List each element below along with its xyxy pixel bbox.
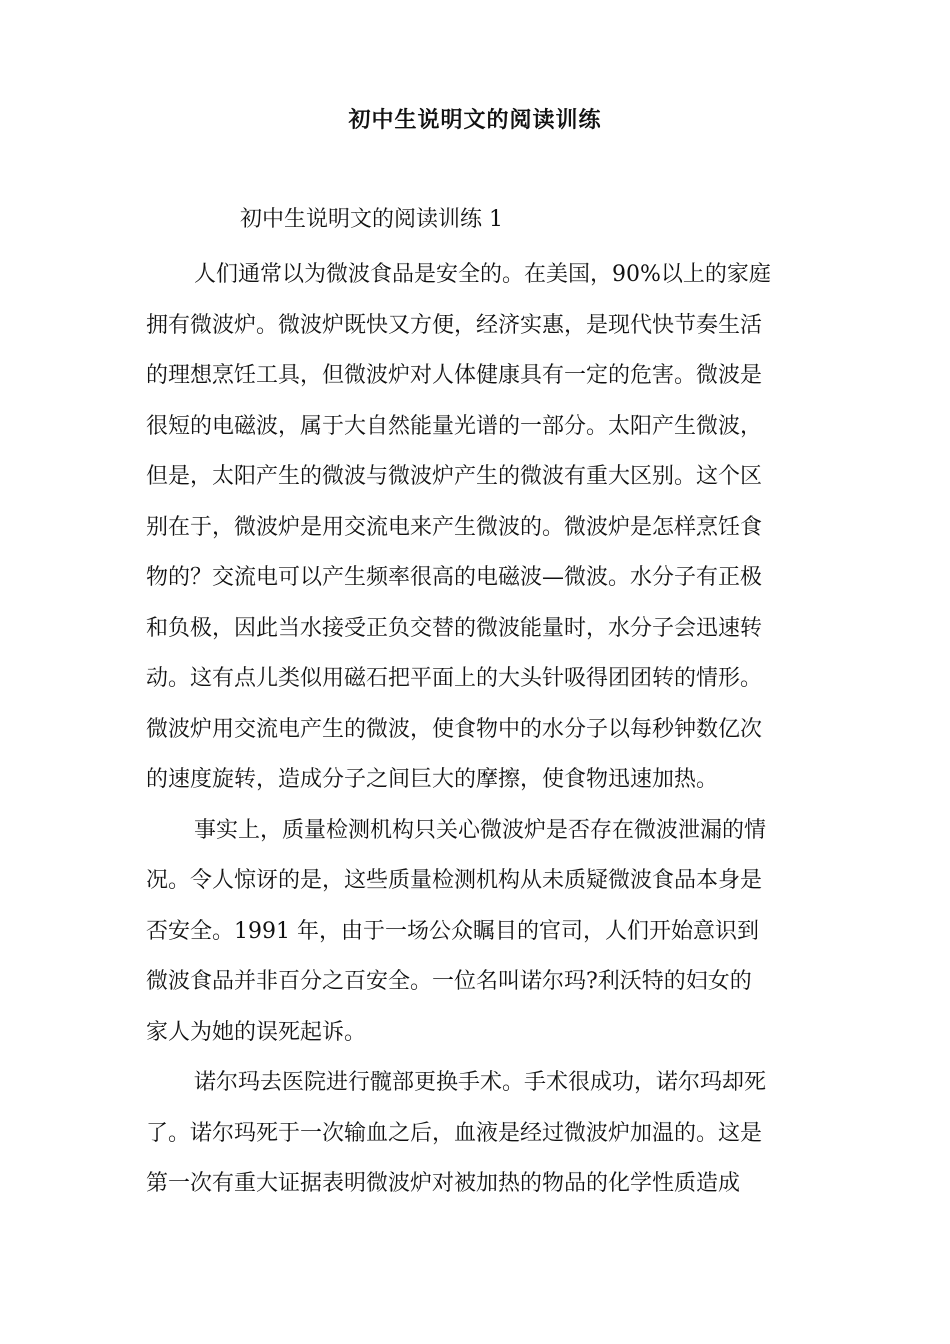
- text-line: 微波炉用交流电产生的微波，使食物中的水分子以每秒钟数亿次: [146, 716, 763, 742]
- text-line: 拥有微波炉。微波炉既快又方便，经济实惠，是现代快节奏生活: [146, 312, 763, 338]
- text-line: 事实上，质量检测机构只关心微波炉是否存在微波泄漏的情: [194, 817, 767, 843]
- text-line: 人们通常以为微波食品是安全的。在美国，90%以上的家庭: [194, 262, 771, 287]
- text-line: 的速度旋转，造成分子之间巨大的摩擦，使食物迅速加热。: [146, 767, 719, 792]
- text-line: 否安全。1991 年，由于一场公众瞩目的官司，人们开始意识到: [146, 918, 759, 944]
- text-line: 第一次有重大证据表明微波炉对被加热的物品的化学性质造成: [146, 1171, 741, 1196]
- body-text: [146, 250, 816, 1210]
- text-line: 了。诺尔玛死于一次输血之后，血液是经过微波炉加温的。这是: [146, 1120, 763, 1146]
- text-line: 诺尔玛去医院进行髋部更换手术。手术很成功，诺尔玛却死: [194, 1070, 767, 1095]
- text-line: 动。这有点儿类似用磁石把平面上的大头针吸得团团转的情形。: [146, 666, 763, 691]
- document-title: 初中生说明文的阅读训练: [348, 107, 602, 133]
- text-line: 的理想烹饪工具，但微波炉对人体健康具有一定的危害。微波是: [146, 363, 763, 388]
- text-line: 物的？交流电可以产生频率很高的电磁波—微波。水分子有正极: [146, 565, 763, 590]
- text-line: 家人为她的误死起诉。: [146, 1019, 367, 1045]
- section-subtitle: 初中生说明文的阅读训练 1: [240, 207, 503, 232]
- text-line: 微波食品并非百分之百安全。一位名叫诺尔玛?利沃特的妇女的: [146, 969, 752, 994]
- text-line: 别在于，微波炉是用交流电来产生微波的。微波炉是怎样烹饪食: [146, 514, 763, 540]
- text-line: 况。令人惊讶的是，这些质量检测机构从未质疑微波食品本身是: [146, 868, 763, 893]
- text-line: 但是，太阳产生的微波与微波炉产生的微波有重大区别。这个区: [146, 464, 763, 489]
- text-line: 很短的电磁波，属于大自然能量光谱的一部分。太阳产生微波，: [146, 413, 763, 439]
- text-line: 和负极，因此当水接受正负交替的微波能量时，水分子会迅速转: [146, 615, 763, 641]
